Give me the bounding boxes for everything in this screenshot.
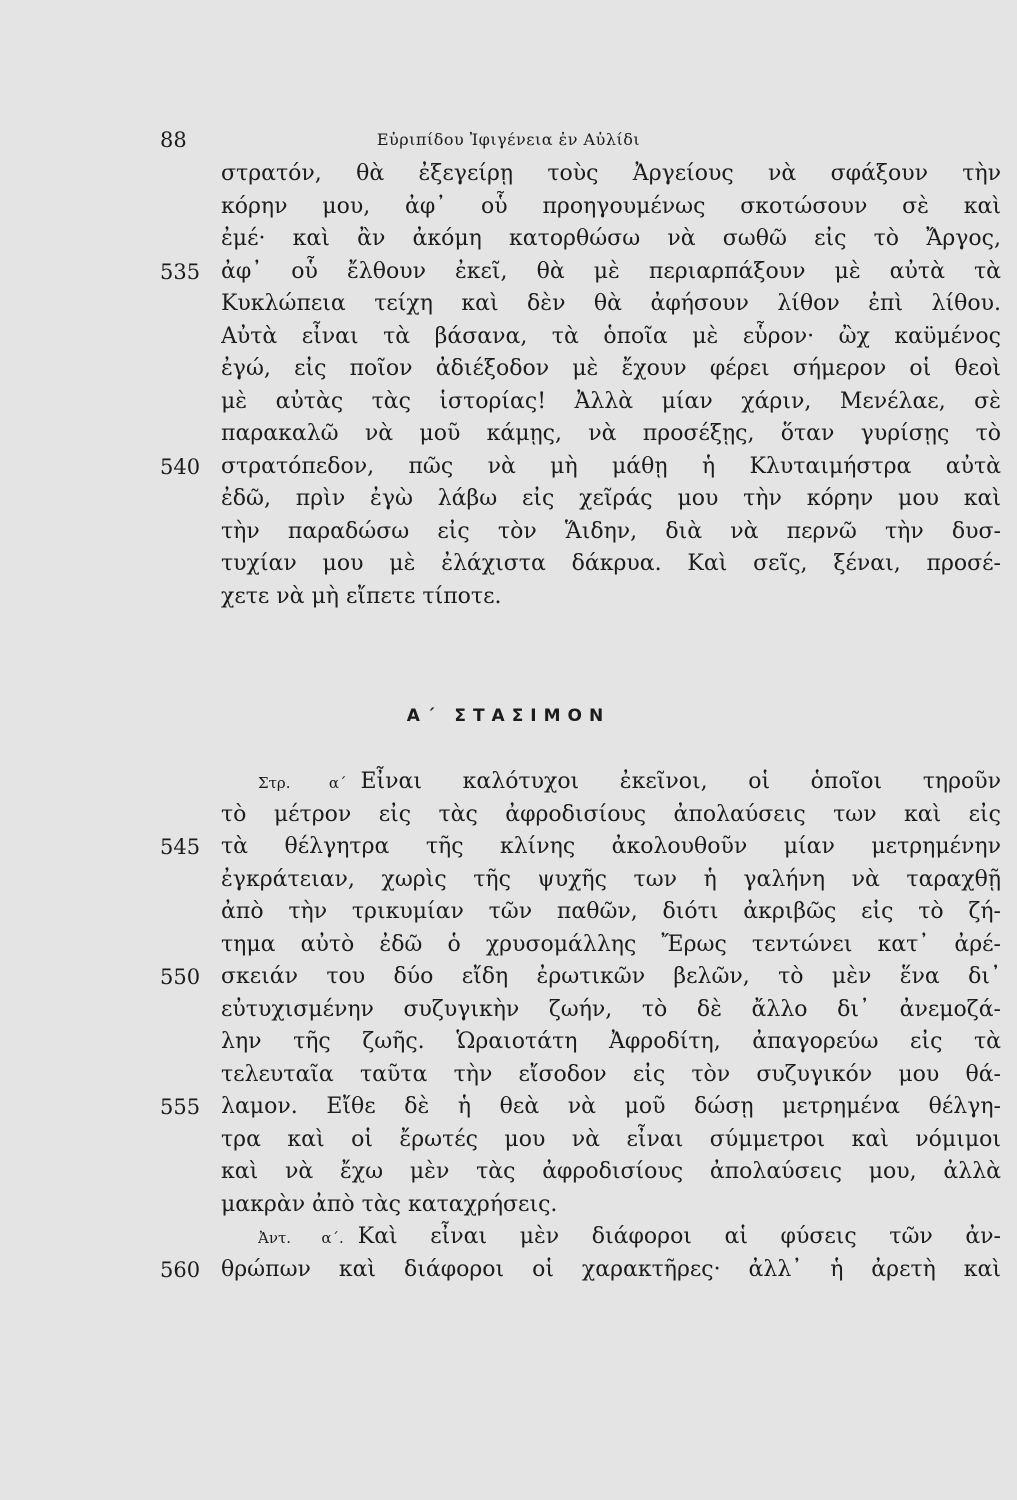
line-text [258,1221,1001,1255]
line-text: κόρην μου, ἀφ᾽ οὗ προηγουμένως σκοτώσουν σὲ καὶ [221,193,1001,219]
line-text: τυχίαν μου μὲ ἐλάχιστα δάκρυα. Καὶ σεῖς, ξέναι, προσέ- [221,551,1001,576]
text-line [0,418,1017,451]
line-text: ἀφ᾽ οὗ ἔλθουν ἐκεῖ, θὰ μὲ περιαρπάξουν μὲ αὐτὰ τὰ [221,258,1001,284]
text-line [0,896,1017,929]
line-text: παρακαλῶ νὰ μοῦ κάμῃς, νὰ προσέξῃς, ὅταν γυρίσῃς τὸ [221,421,1001,446]
line-text: Κυκλώπεια τείχη καὶ δὲν θὰ ἀφήσουν λίθον ἐπὶ λίθου. [221,291,1001,316]
line-text: τελευταῖα ταῦτα τὴν εἴσοδον εἰς τὸν συζυγικόν μου θά- [221,1061,1001,1087]
line-text: στρατόπεδον, πῶς νὰ μὴ μάθῃ ἡ Κλυταιμήστρα αὐτὰ [221,453,1001,479]
line-text [258,766,1001,800]
strophe-label: Στρ. α΄ [258,774,347,792]
line-text: μακρὰν ἀπὸ τὰς καταχρήσεις. [221,1191,558,1217]
line-text: ἐγκράτειαν, χωρὶς τῆς ψυχῆς των ἡ γαλήνη νὰ ταραχθῇ [221,866,1001,892]
text-line [0,451,1017,484]
line-number: 550 [160,965,201,989]
line-text: λαμον. Εἴθε δὲ ἡ θεὰ νὰ μοῦ δώσῃ μετρημένα θέλγη- [221,1094,1001,1119]
line-text: σκειάν του δύο εἴδη ἐρωτικῶν βελῶν, τὸ μὲν ἕνα δι᾽ [221,964,1001,989]
text-line [0,1156,1017,1189]
line-text: καὶ νὰ ἔχω μὲν τὰς ἀφροδισίους ἀπολαύσεις μου, ἀλλὰ [221,1159,1001,1184]
text-line [0,288,1017,321]
line-number: 545 [160,835,201,859]
text-line [0,548,1017,581]
text-line [0,1189,1017,1222]
text-line [0,1091,1017,1124]
text-line [0,191,1017,224]
text-line [0,1254,1017,1287]
text-line [0,581,1017,614]
line-text: Αὐτὰ εἶναι τὰ βάσανα, τὰ ὁποῖα μὲ εὗρον· ὢχ καϋμένος [221,323,1001,349]
line-text: λην τῆς ζωῆς. Ὡραιοτάτη Ἀφροδίτη, ἀπαγορεύω εἰς τὰ [221,1029,1001,1054]
line-text: τημα αὐτὸ ἐδῶ ὁ χρυσομάλλης Ἔρως τεντώνει κατ᾽ ἀρέ- [221,931,1001,957]
text-line [0,1221,1017,1254]
text-line [0,1059,1017,1092]
line-text: ἐδῶ, πρὶν ἐγὼ λάβω εἰς χεῖράς μου τὴν κόρην μου καὶ [221,486,1001,511]
text-line [0,1124,1017,1157]
line-text: τὴν παραδώσω εἰς τὸν Ἅιδην, διὰ νὰ περνῶ τὴν δυσ- [221,518,1001,544]
text-line [0,799,1017,832]
line-text: ἐγώ, εἰς ποῖον ἀδιέξοδον μὲ ἔχουν φέρει σήμερον οἱ θεοὶ [221,356,1001,381]
line-text: χετε νὰ μὴ εἴπετε τίποτε. [221,583,502,609]
line-number: 560 [160,1257,201,1282]
line-number: 555 [160,1095,201,1119]
text-line [0,321,1017,354]
line-number: 540 [160,454,201,479]
text-line [0,158,1017,191]
text-line [0,386,1017,419]
running-title: Εὐριπίδου Ἰφιγένεια ἐν Αὐλίδι [376,130,641,149]
prose-block-1 [0,158,1017,613]
text-line [0,766,1017,799]
text-line [0,256,1017,289]
line-text: τρα καὶ οἱ ἔρωτές μου νὰ εἶναι σύμμετροι καὶ νόμιμοι [221,1126,1001,1152]
text-line [0,516,1017,549]
text-line [0,1026,1017,1059]
text-line [0,929,1017,962]
text-line [0,961,1017,994]
line-text: στρατόν, θὰ ἐξεγείρῃ τοὺς Ἀργείους νὰ σφάξουν τὴν [221,161,1001,186]
text-line [0,994,1017,1027]
section-heading: Α΄ ΣΤΑΣΙΜΟΝ [406,706,611,726]
text-line [0,831,1017,864]
text-line [0,483,1017,516]
antistrophe-label: Ἀντ. α΄. [258,1229,344,1247]
line-text-content: Εἶναι καλότυχοι ἐκεῖνοι, οἱ ὁποῖοι τηροῦν [360,769,1001,794]
line-text: ἀπὸ τὴν τρικυμίαν τῶν παθῶν, διότι ἀκριβῶς εἰς τὸ ζή- [221,899,1001,924]
line-number: 535 [160,259,201,284]
line-text: μὲ αὐτὰς τὰς ἱστορίας! Ἀλλὰ μίαν χάριν, Μενέλαε, σὲ [221,388,1001,414]
line-text: θρώπων καὶ διάφοροι οἱ χαρακτῆρες· ἀλλ᾽ ἡ ἀρετὴ καὶ [221,1256,1001,1282]
line-text: τὸ μέτρον εἰς τὰς ἀφροδισίους ἀπολαύσεις των καὶ εἰς [221,801,1001,827]
page-number: 88 [160,128,187,152]
line-text: εὐτυχισμένην συζυγικὴν ζωήν, τὸ δὲ ἄλλο δι᾽ ἀνεμοζά- [221,996,1001,1022]
prose-block-2 [0,766,1017,1286]
text-line [0,353,1017,386]
text-line [0,864,1017,897]
line-text-content: Καὶ εἶναι μὲν διάφοροι αἱ φύσεις τῶν ἀν- [357,1224,1001,1249]
line-text: τὰ θέλγητρα τῆς κλίνης ἀκολουθοῦν μίαν μετρημένην [221,834,1001,859]
text-line [0,223,1017,256]
line-text: ἐμέ· καὶ ἂν ἀκόμη κατορθώσω νὰ σωθῶ εἰς τὸ Ἄργος, [221,226,1001,251]
